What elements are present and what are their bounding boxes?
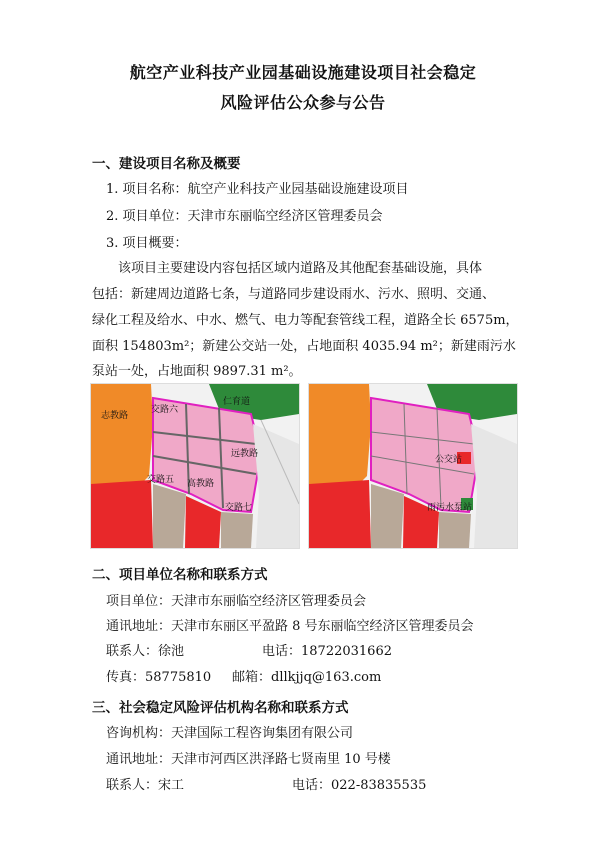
section1-heading: 一、建设项目名称及概要 xyxy=(92,156,241,172)
agency-name: 咨询机构：天津国际工程咨询集团有限公司 xyxy=(106,726,354,741)
summary-line: 绿化工程及给水、中水、燃气、电力等配套管线工程，道路全长 6575m， xyxy=(92,313,519,328)
unit-name: 项目单位：天津市东丽临空经济区管理委员会 xyxy=(106,594,367,609)
map-label-zhijiao: 志教路 xyxy=(101,411,129,421)
section2-heading: 二、项目单位名称和联系方式 xyxy=(92,567,268,583)
document-title-line1: 航空产业科技产业园基础设施建设项目社会稳定 xyxy=(129,63,477,82)
agency-address: 通讯地址：天津市河西区洪泽路七贤南里 10 号楼 xyxy=(106,752,391,767)
project-name: 1. 项目名称：航空产业科技产业园基础设施建设项目 xyxy=(106,182,409,197)
map-label-bus-station: 公交站 xyxy=(435,455,463,465)
document-title-line2: 风险评估公众参与公告 xyxy=(220,93,386,112)
summary-line: 包括：新建周边道路七条，与道路同步建设雨水、污水、照明、交通、 xyxy=(92,287,496,302)
unit-email: 邮箱：dllkjjq@163.com xyxy=(232,670,382,685)
map-label-yuanjiao: 远教路 xyxy=(231,449,259,459)
map-label-gaojiao: 高教路 xyxy=(187,479,215,489)
map-label-jiaolu7: 交路七 xyxy=(225,503,253,513)
unit-fax: 传真：58775810 xyxy=(106,670,212,685)
agency-contact-person: 联系人：宋工 xyxy=(106,778,185,793)
map-label-renlu: 仁育道 xyxy=(223,397,251,407)
map-label-jiaolu5: 交路五 xyxy=(147,475,175,485)
site-plan-map-roads xyxy=(90,383,300,549)
agency-phone: 电话：022-83835535 xyxy=(292,778,427,793)
summary-line: 面积 154803m²；新建公交站一处，占地面积 4035.94 m²；新建雨污水 xyxy=(92,339,516,354)
map-label-pump-station: 雨污水泵站 xyxy=(427,503,473,513)
unit-phone: 电话：18722031662 xyxy=(262,644,392,659)
project-unit: 2. 项目单位：天津市东丽临空经济区管理委员会 xyxy=(106,209,383,224)
summary-line: 该项目主要建设内容包括区域内道路及其他配套基础设施，具体 xyxy=(118,261,483,276)
section3-heading: 三、社会稳定风险评估机构名称和联系方式 xyxy=(92,700,349,716)
summary-line: 泵站一处，占地面积 9897.31 m²。 xyxy=(92,364,302,379)
unit-address: 通讯地址：天津市东丽区平盈路 8 号东丽临空经济区管理委员会 xyxy=(106,619,474,634)
map-label-jiaolu6: 交路六 xyxy=(151,405,179,415)
project-summary-label: 3. 项目概要： xyxy=(106,236,188,251)
unit-contact-person: 联系人：徐池 xyxy=(106,644,185,659)
site-plan-map-facilities xyxy=(308,383,518,549)
